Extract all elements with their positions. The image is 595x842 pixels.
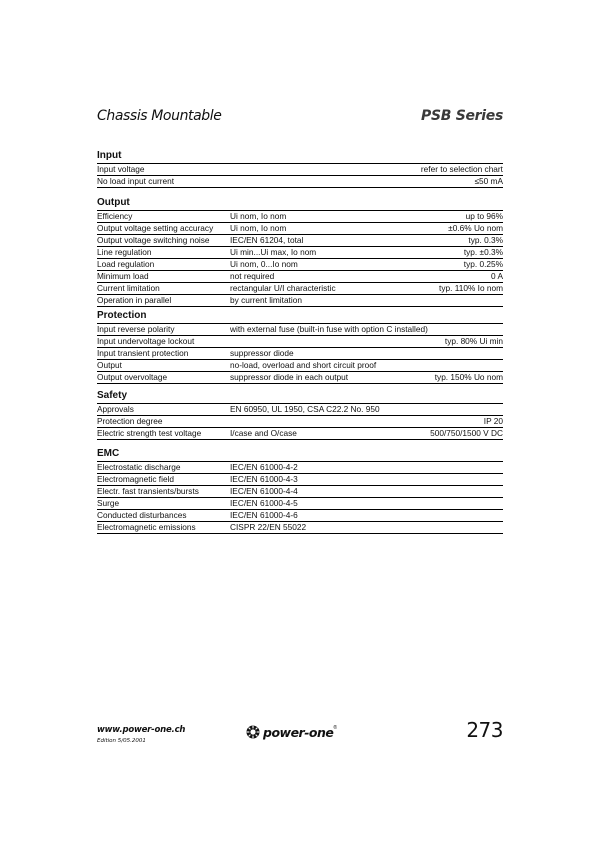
- table-row: [97, 295, 503, 307]
- table-row: [97, 164, 503, 176]
- row-label: Current limitation: [97, 283, 160, 293]
- row-condition: [230, 336, 445, 347]
- row-label: Output voltage setting accuracy: [97, 223, 214, 233]
- row-value: typ. 150% Uo nom: [434, 372, 503, 382]
- row-label: Input reverse polarity: [97, 324, 175, 334]
- row-value: typ. 110% Io nom: [439, 283, 503, 293]
- table-row: [97, 428, 503, 440]
- table-row: [97, 176, 503, 188]
- row-condition: no-load, overload and short circuit proof: [230, 360, 377, 370]
- row-condition: [230, 416, 484, 427]
- row-condition: IEC/EN 61000-4-4: [230, 486, 298, 496]
- row-condition: [230, 164, 421, 175]
- row-label: Minimum load: [97, 271, 149, 281]
- row-value: 500/750/1500 V DC: [430, 428, 503, 438]
- row-condition: IEC/EN 61000-4-5: [230, 498, 298, 508]
- row-label: Conducted disturbances: [97, 510, 187, 520]
- power-one-logo: [246, 724, 337, 740]
- row-condition: I/case and O/case: [230, 428, 297, 438]
- table-row: [97, 247, 503, 259]
- table-row: [97, 486, 503, 498]
- row-label: Electr. fast transients/bursts: [97, 486, 199, 496]
- section-protection: [97, 309, 503, 384]
- row-label: Approvals: [97, 404, 134, 414]
- row-label: Input transient protection: [97, 348, 189, 358]
- row-value: 0 A: [491, 271, 503, 281]
- row-condition: not required: [230, 271, 275, 281]
- row-condition: IEC/EN 61204, total: [230, 235, 304, 245]
- table-row: [97, 259, 503, 271]
- table-row: [97, 348, 503, 360]
- section-title: Output: [97, 196, 503, 211]
- table-row: [97, 404, 503, 416]
- section-safety: [97, 389, 503, 440]
- row-value: ±0.6% Uo nom: [448, 223, 503, 233]
- row-value: typ. ±0.3%: [463, 247, 503, 257]
- row-label: Input undervoltage lockout: [97, 336, 195, 346]
- table-row: [97, 271, 503, 283]
- table-row: [97, 462, 503, 474]
- row-condition: IEC/EN 61000-4-6: [230, 510, 298, 520]
- table-row: [97, 211, 503, 223]
- edition-note: Edition 5/05.2001: [97, 738, 146, 744]
- table-row: [97, 283, 503, 295]
- row-value: IP 20: [483, 416, 503, 426]
- row-value: up to 96%: [465, 211, 503, 221]
- row-condition: IEC/EN 61000-4-3: [230, 474, 298, 484]
- website-link[interactable]: www.power-one.ch: [97, 725, 186, 735]
- section-output: [97, 196, 503, 307]
- row-label: Electromagnetic field: [97, 474, 175, 484]
- registered-mark: ®: [333, 725, 338, 731]
- table-row: [97, 474, 503, 486]
- row-label: Electrostatic discharge: [97, 462, 181, 472]
- table-row: [97, 223, 503, 235]
- row-condition: IEC/EN 61000-4-2: [230, 462, 298, 472]
- row-condition: suppressor diode in each output: [230, 372, 349, 382]
- row-condition: suppressor diode: [230, 348, 294, 358]
- table-row: [97, 522, 503, 534]
- page-number: 273: [466, 718, 503, 742]
- row-condition: CISPR 22/EN 55022: [230, 522, 307, 532]
- table-row: [97, 235, 503, 247]
- row-condition: EN 60950, UL 1950, CSA C22.2 No. 950: [230, 404, 380, 414]
- section-emc: [97, 447, 503, 534]
- series-title: PSB Series: [421, 108, 503, 124]
- table-row: [97, 416, 503, 428]
- row-label: Electromagnetic emissions: [97, 522, 196, 532]
- row-value: typ. 0.3%: [468, 235, 503, 245]
- row-condition: Ui nom, Io nom: [230, 223, 287, 233]
- row-label: Efficiency: [97, 211, 133, 221]
- table-row: [97, 336, 503, 348]
- logo-text: power-one: [263, 724, 334, 740]
- document-subtitle: Chassis Mountable: [97, 108, 222, 124]
- row-label: Surge: [97, 498, 120, 508]
- table-row: [97, 360, 503, 372]
- section-title: Input: [97, 149, 503, 164]
- row-label: Protection degree: [97, 416, 163, 426]
- section-title: Protection: [97, 309, 503, 324]
- row-value: refer to selection chart: [420, 164, 503, 174]
- row-condition: Ui min...Ui max, Io nom: [230, 247, 317, 257]
- section-input: [97, 149, 503, 188]
- row-value: ≤50 mA: [474, 176, 503, 186]
- table-row: [97, 498, 503, 510]
- table-row: [97, 372, 503, 384]
- section-title: EMC: [97, 447, 503, 462]
- row-label: Load regulation: [97, 259, 155, 269]
- table-row: [97, 324, 503, 336]
- row-label: Line regulation: [97, 247, 152, 257]
- sunburst-icon: [246, 725, 260, 739]
- row-condition: [230, 176, 474, 187]
- row-label: Output: [97, 360, 122, 370]
- row-condition: with external fuse (built-in fuse with option C installed): [230, 324, 428, 334]
- row-condition: by current limitation: [230, 295, 302, 305]
- row-value: typ. 0.25%: [463, 259, 503, 269]
- row-condition: Ui nom, Io nom: [230, 211, 287, 221]
- row-label: Input voltage: [97, 164, 145, 174]
- row-label: No load input current: [97, 176, 175, 186]
- row-label: Electric strength test voltage: [97, 428, 202, 438]
- table-row: [97, 510, 503, 522]
- row-label: Output voltage switching noise: [97, 235, 210, 245]
- section-title: Safety: [97, 389, 503, 404]
- row-condition: rectangular U/I characteristic: [230, 283, 336, 293]
- row-value: typ. 80% Ui min: [444, 336, 503, 346]
- row-label: Operation in parallel: [97, 295, 172, 305]
- row-label: Output overvoltage: [97, 372, 168, 382]
- row-condition: Ui nom, 0...Io nom: [230, 259, 298, 269]
